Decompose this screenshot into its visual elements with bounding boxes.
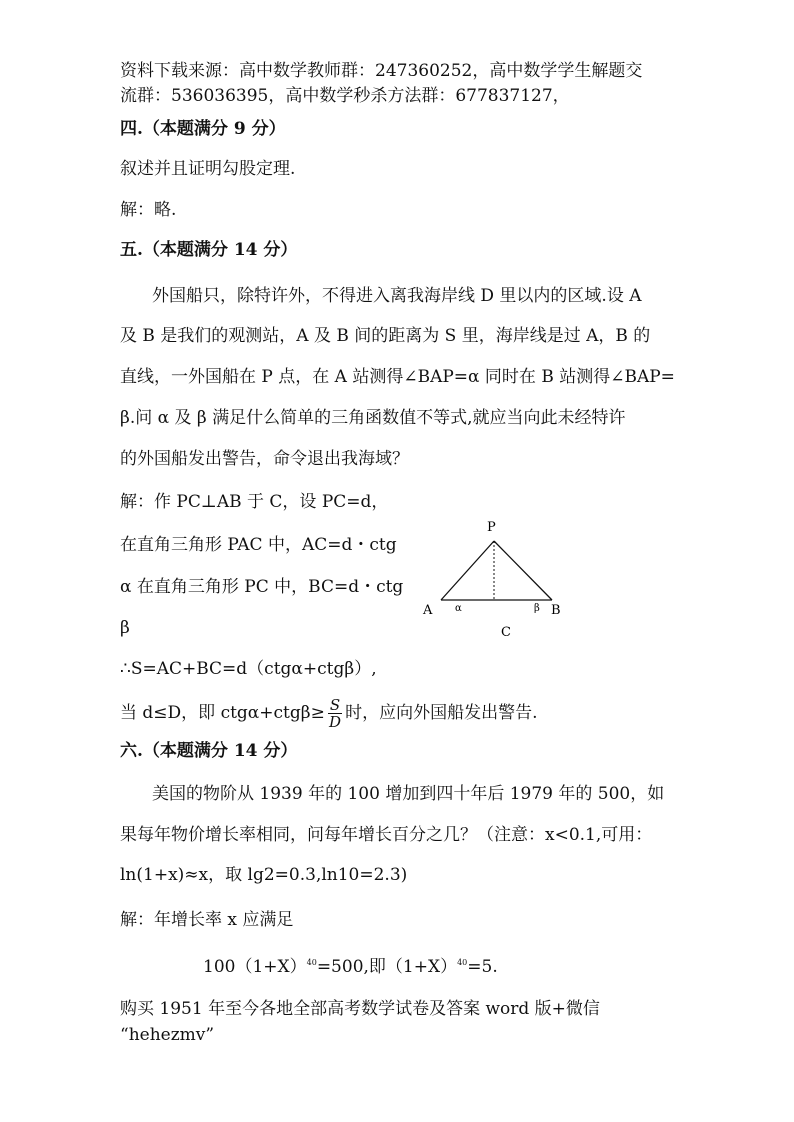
- exponent: 40: [457, 958, 468, 967]
- vertex-label-a: A: [423, 603, 433, 618]
- header-source-line-2: 流群：536036395，高中数学秒杀方法群：677837127，: [120, 86, 570, 106]
- footer-line-2: “hehezmv”: [120, 1025, 215, 1045]
- q4-text: 叙述并且证明勾股定理.: [120, 159, 296, 179]
- q6-para-line: ln(1+x)≈x，取 lg2=0.3,ln10=2.3): [120, 865, 408, 885]
- angle-label-beta: β: [534, 603, 540, 614]
- q5-solution-line: 解：作 PC⊥AB 于 C，设 PC=d，: [120, 492, 389, 512]
- q5-para-line: 及 B 是我们的观测站，A 及 B 间的距离为 S 里，海岸线是过 A，B 的: [120, 326, 651, 346]
- side-ap: [441, 541, 494, 600]
- q5-solution-line: α 在直角三角形 PC 中，BC=d・ctg: [120, 577, 404, 597]
- vertex-label-p: P: [487, 520, 496, 535]
- angle-label-alpha: α: [455, 603, 462, 614]
- footer-line-1: 购买 1951 年至今各地全部高考数学试卷及答案 word 版+微信: [120, 999, 600, 1019]
- vertex-label-b: B: [551, 603, 561, 618]
- equation-part: =5.: [467, 957, 498, 977]
- fraction-numerator: S: [329, 696, 341, 714]
- header-source-line-1: 资料下载来源：高中数学教师群：247360252，高中数学学生解题交: [120, 61, 643, 81]
- equation-part: 100（1+X）: [203, 957, 307, 977]
- q5-para-line: 的外国船发出警告，命令退出我海域？: [120, 449, 409, 469]
- triangle-diagram: [415, 515, 575, 645]
- q4-answer: 解：略.: [120, 200, 177, 220]
- q5-solution-line: β: [120, 618, 130, 638]
- side-bp: [494, 541, 552, 600]
- fraction-denominator: D: [328, 713, 341, 731]
- fraction-s-over-d: [328, 697, 342, 730]
- q5-warning-suffix: 时，应向外国船发出警告.: [345, 703, 538, 723]
- q4-title: 四.（本题满分 9 分）: [120, 119, 286, 139]
- q5-para-line: β.问 α 及 β 满足什么简单的三角函数值不等式,就应当向此未经特许: [120, 408, 626, 428]
- q5-solution-line: 在直角三角形 PAC 中，AC=d・ctg: [120, 535, 397, 555]
- foot-label-c: C: [501, 625, 511, 640]
- q5-para-line: 外国船只，除特许外，不得进入离我海岸线 D 里以内的区域.设 A: [152, 286, 642, 306]
- equation-part: =500,即（1+X）: [316, 957, 458, 977]
- q6-equation: [203, 952, 498, 978]
- q5-para-line: 直线，一外国船在 P 点，在 A 站测得∠BAP=α 同时在 B 站测得∠BAP=: [120, 367, 675, 387]
- q6-para-line: 果每年物价增长率相同，问每年增长百分之几？（注意：x<0.1,可用：: [120, 825, 653, 845]
- q6-para-line: 美国的物阶从 1939 年的 100 增加到四十年后 1979 年的 500，如: [152, 784, 665, 804]
- exponent: 40: [306, 958, 317, 967]
- q6-solution-line: 解：年增长率 x 应满足: [120, 910, 294, 930]
- q5-sum-line: ∴S=AC+BC=d（ctgα+ctgβ）,: [120, 659, 377, 679]
- q5-title: 五.（本题满分 14 分）: [120, 240, 298, 260]
- q6-title: 六.（本题满分 14 分）: [120, 741, 298, 761]
- q5-warning-prefix: 当 d≤D，即 ctgα+ctgβ≥: [120, 703, 325, 723]
- q5-warning-line: [120, 697, 538, 730]
